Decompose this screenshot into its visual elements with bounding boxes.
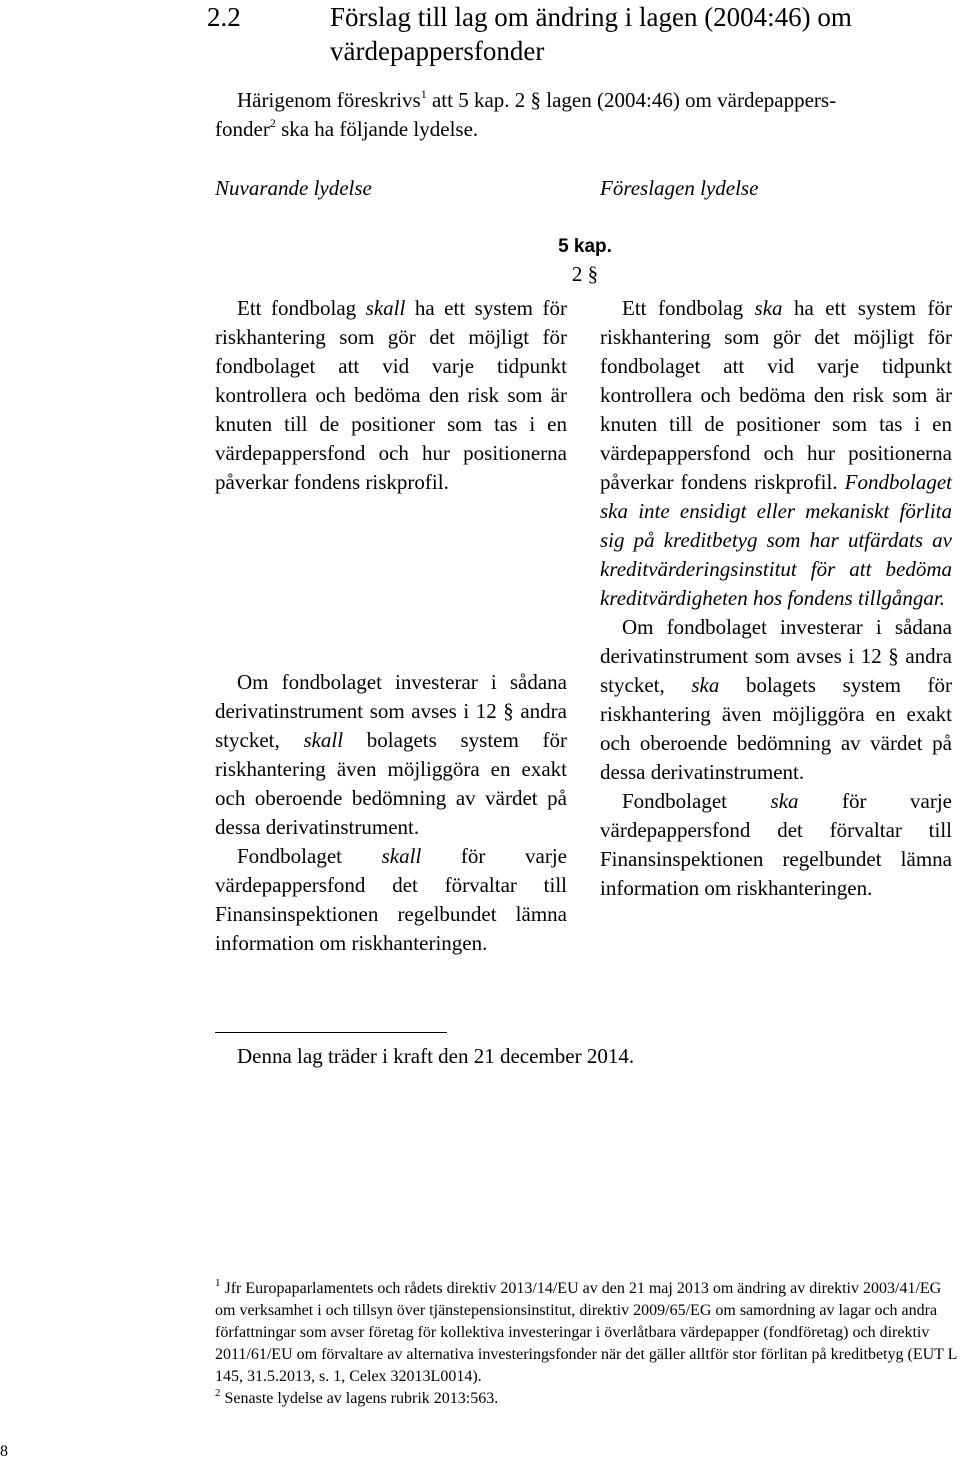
entry-into-force: Denna lag träder i kraft den 21 december 2014.: [237, 1044, 635, 1068]
footnote-ref-2[interactable]: 2: [269, 116, 276, 130]
page-number: 8: [0, 1443, 8, 1460]
footnote-mark-2: 2: [215, 1387, 221, 1399]
intro-text-line2: fonder: [215, 117, 270, 141]
proposed-new-sentence: Fondbolaget ska inte ensidigt eller mekaniskt förlita sig på kreditbetyg som har utfärdats av kreditvärderingsinstitut för att bedöma kreditvärdigheten hos fondens tillgångar.: [600, 470, 952, 610]
proposed-paragraph-1: Ett fondbolag ska ha ett system för riskhantering som gör det möjligt för fondbolaget att vid varje tidpunkt kontrollera och bedöma den risk som är knuten till de positioner som tas i en värdepappersfond och hur positionerna påverkar fondens riskprofil. Fondbolaget ska inte ensidigt eller mekaniskt förlita sig på kreditbetyg som har utfärdats av kreditvärderingsinstitut för att bedöma kreditvärdigheten hos fondens tillgångar. Om fondbolaget investerar i sådana derivatinstrument som avses i 12 § andra stycket, ska bolagets system för riskhantering även möjliggöra en exakt och oberoende bedömning av värdet på dessa derivatinstrument. Fondbolaget ska för varje värdepappersfond det förvaltar till Finansinspektionen regelbundet lämna information om riskhanteringen.: [600, 296, 953, 900]
intro-line-1: [237, 86, 953, 115]
intro-text-end: ska ha följande lydelse.: [281, 117, 479, 141]
footnotes: [215, 1278, 957, 1410]
current-paragraph-2: Om fondbolaget investerar i sådana derivatinstrument som avses i 12 § andra stycket, skall bolagets system för riskhantering även möjliggöra en exakt och oberoende bedömning av värdet på dessa derivatinstrument. Fondbolaget skall för varje värdepappersfond det förvaltar till Finansinspektionen regelbundet lämna information om riskhanteringen.: [215, 670, 567, 955]
current-paragraph-1: Ett fondbolag skall ha ett system för riskhantering som gör det möjligt för fondbolaget att vid varje tidpunkt kontrollera och bedöma den risk som är knuten till de positioner som tas i en värdepappersfond och hur positionerna påverkar fondens riskprofil.: [215, 296, 567, 494]
current-verb-1: skall: [365, 296, 406, 320]
footnote-mark-1: 1: [215, 1277, 221, 1289]
footnote-ref-1[interactable]: 1: [420, 87, 427, 101]
intro-line-2: [215, 115, 478, 144]
proposed-verb-1: ska: [754, 296, 783, 320]
section-number: 2.2: [207, 2, 241, 32]
footnote-1: [215, 1278, 957, 1388]
footnote-text-1: Jfr Europaparlamentets och rådets direktiv 2013/14/EU av den 21 maj 2013 om ändring av direktiv 2003/41/EG om verksamhet i och tillsyn över tjänstepensionsinstitut, direktiv 2009/65/EG om samordning av lagar och andra författningar som avser företag för kollektiva investeringar i överlåtbara värdepapper (fondföretag) och direktiv 2011/61/EU om förvaltare av alternativa investeringsfonder när det gäller alltför stor förlitan på kreditbetyg (EUT L 145, 31.5.2013, s. 1, Celex 32013L0014).: [215, 1280, 957, 1385]
proposed-verb-2: ska: [691, 673, 720, 697]
current-verb-3: skall: [381, 844, 422, 868]
footnote-text-2: Senaste lydelse av lagens rubrik 2013:563.: [224, 1390, 499, 1407]
proposed-wording-heading: Föreslagen lydelse: [600, 176, 759, 200]
current-verb-2: skall: [303, 728, 344, 752]
proposed-verb-3: ska: [770, 789, 799, 813]
intro-text-start: Härigenom föreskrivs: [237, 88, 421, 112]
intro-text-mid: att 5 kap. 2 § lagen (2004:46) om värdepappers-: [431, 88, 837, 112]
paragraph-label: 2 §: [571, 262, 599, 286]
current-wording-heading: Nuvarande lydelse: [215, 176, 372, 200]
footnote-2: [215, 1388, 957, 1410]
entry-divider: [215, 1032, 447, 1033]
section-title: Förslag till lag om ändring i lagen (2004:46) om värdepappersfonder: [330, 2, 852, 66]
chapter-label: 5 kap.: [558, 236, 612, 257]
